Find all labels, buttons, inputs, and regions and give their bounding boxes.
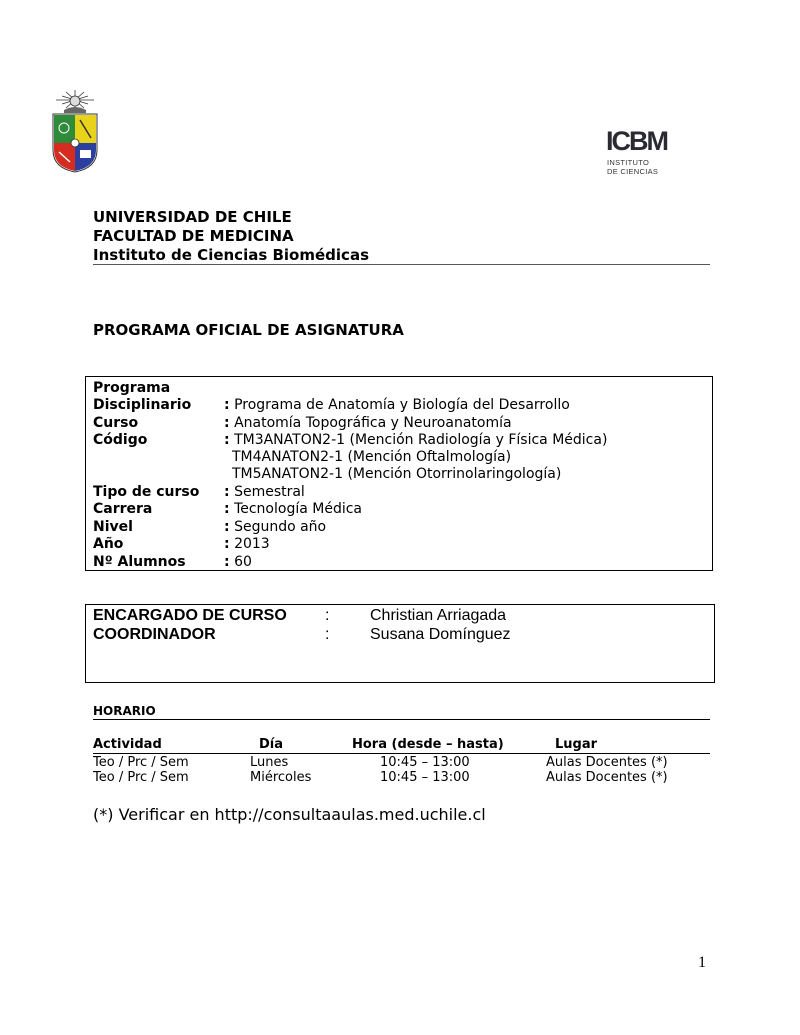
institute-logo-line2: DE CIENCIAS (607, 167, 659, 176)
alumnos-label: Nº Alumnos (93, 554, 186, 570)
programa-label-line2: Disciplinario (93, 397, 192, 413)
horario-divider (93, 719, 710, 720)
row2-hora: 10:45 – 13:00 (380, 770, 470, 785)
encargado-separator: : (325, 607, 330, 624)
header-hora: Hora (desde – hasta) (352, 737, 504, 752)
staff-box (85, 604, 715, 683)
codigo-value-3: TM5ANATON2-1 (Mención Otorrinolaringología) (232, 466, 562, 482)
institute-logo-mark: ICBM (606, 126, 667, 156)
row2-dia: Miércoles (250, 770, 312, 785)
nivel-label: Nivel (93, 519, 133, 535)
codigo-value-2: TM4ANATON2-1 (Mención Oftalmología) (232, 449, 512, 465)
tipo-value: : Semestral (224, 484, 305, 500)
carrera-value: : Tecnología Médica (224, 501, 362, 517)
encargado-value: Christian Arriagada (370, 607, 507, 624)
coordinador-separator: : (325, 626, 330, 643)
institute-logo (604, 128, 670, 176)
curso-label: Curso (93, 415, 139, 431)
page-number: 1 (698, 954, 706, 971)
tipo-label: Tipo de curso (93, 484, 200, 500)
document-title: PROGRAMA OFICIAL DE ASIGNATURA (93, 321, 404, 339)
nivel-value: : Segundo año (224, 519, 327, 535)
coordinador-value: Susana Domínguez (370, 626, 511, 643)
row1-lugar: Aulas Docentes (*) (546, 755, 668, 770)
program-info-box (85, 376, 713, 571)
header-actividad: Actividad (93, 737, 162, 752)
university-logo (50, 88, 100, 174)
carrera-label: Carrera (93, 501, 153, 517)
programa-value: : Programa de Anatomía y Biología del Desarrollo (224, 397, 570, 413)
university-crest-icon (50, 88, 100, 174)
anio-label: Año (93, 536, 124, 552)
horario-header-divider (93, 753, 710, 754)
anio-value: : 2013 (224, 536, 270, 552)
encargado-label: ENCARGADO DE CURSO (93, 607, 287, 624)
horario-title: HORARIO (93, 704, 156, 718)
row1-actividad: Teo / Prc / Sem (93, 755, 189, 770)
university-name: UNIVERSIDAD DE CHILE (93, 208, 292, 226)
row2-actividad: Teo / Prc / Sem (93, 770, 189, 785)
curso-value: : Anatomía Topográfica y Neuroanatomía (224, 415, 512, 431)
coordinador-label: COORDINADOR (93, 626, 216, 643)
row1-hora: 10:45 – 13:00 (380, 755, 470, 770)
row1-dia: Lunes (250, 755, 289, 770)
row2-lugar: Aulas Docentes (*) (546, 770, 668, 785)
codigo-value-1: : TM3ANATON2-1 (Mención Radiología y Física Médica) (224, 432, 608, 448)
programa-label-line1: Programa (93, 380, 171, 396)
header-divider (93, 264, 710, 265)
header-dia: Día (259, 737, 284, 752)
header-lugar: Lugar (555, 737, 598, 752)
institute-logo-line1: INSTITUTO (607, 158, 650, 167)
verification-note: (*) Verificar en http://consultaaulas.med.uchile.cl (93, 805, 486, 824)
faculty-name: FACULTAD DE MEDICINA (93, 227, 294, 245)
institute-name: Instituto de Ciencias Biomédicas (93, 246, 369, 264)
codigo-label: Código (93, 432, 148, 448)
alumnos-value: : 60 (224, 554, 252, 570)
